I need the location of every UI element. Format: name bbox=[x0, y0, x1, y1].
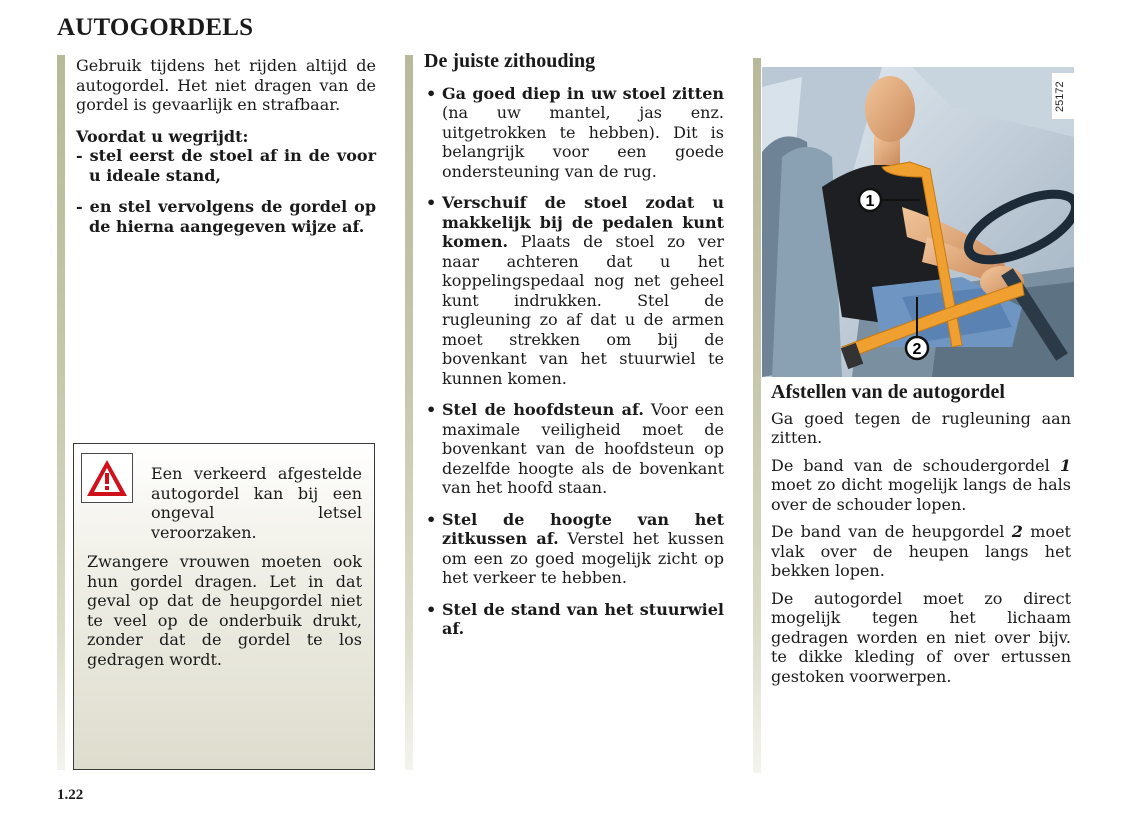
adjust-belt-heading: Afstellen van de autogordel bbox=[771, 381, 1005, 403]
page-title: AUTOGORDELS bbox=[57, 14, 254, 41]
text-run: moet zo dicht mogelijk langs de hals over de schouder lopen. bbox=[771, 475, 1071, 514]
instruction-bullet bbox=[424, 400, 724, 498]
text-run: moet vlak over de heupen langs het bekken lopen. bbox=[771, 522, 1071, 580]
warning-box bbox=[73, 443, 375, 770]
warning-text-primary: Een verkeerd afgestelde autogordel kan bij een ongeval letsel veroorzaken. bbox=[151, 464, 362, 542]
left-column bbox=[76, 56, 376, 248]
callout-2: 2 bbox=[912, 341, 922, 358]
right-paragraph: Ga goed tegen de rugleuning aan zitten. bbox=[771, 408, 1071, 447]
bullet-text: Voor een maximale veiligheid moet de bovenkant van de hoofdsteun op dezelfde hoogte als de bovenkant van het hoofd staan. bbox=[442, 400, 724, 497]
step-item: - en stel vervolgens de gordel op de hierna aangegeven wijze af. bbox=[76, 197, 376, 236]
warning-text-secondary: Zwangere vrouwen moeten ook hun gordel dragen. Let in dat geval op dat de heupgordel niet te veel op de onderbuik drukt, zonder dat de gordel te los gedragen wordt. bbox=[87, 552, 362, 669]
figure-code: 25172 bbox=[1054, 81, 1066, 112]
page-number: 1.22 bbox=[57, 787, 84, 803]
warning-icon-frame bbox=[81, 453, 133, 503]
text-run: De band van de heupgordel bbox=[771, 522, 1012, 541]
step-item: - stel eerst de stoel af in de voor u ideale stand, bbox=[76, 146, 376, 185]
callout-1: 1 bbox=[865, 193, 875, 210]
instruction-bullet bbox=[424, 600, 724, 639]
bullet-bold: Stel de hoogte van het zitkussen af. bbox=[442, 509, 724, 548]
text-run: De band van de schoudergordel bbox=[771, 455, 1060, 475]
warning-triangle-icon bbox=[85, 458, 129, 498]
right-paragraph bbox=[771, 522, 1071, 581]
right-paragraph: De autogordel moet zo direct mogelijk tegen het lichaam gedragen worden en niet over bijv. te dikke kleding of over ertussen gestoken voorwerpen. bbox=[771, 588, 1071, 686]
instruction-bullet bbox=[424, 193, 724, 388]
right-column bbox=[771, 383, 1071, 698]
left-column-stripe bbox=[57, 55, 65, 770]
middle-column bbox=[424, 52, 724, 651]
middle-column-stripe bbox=[405, 55, 413, 770]
right-column-stripe bbox=[753, 58, 761, 773]
before-driving-heading: Voordat u wegrijdt: bbox=[76, 126, 249, 146]
bullet-bold: Stel de stand van het stuurwiel af. bbox=[442, 599, 724, 638]
right-paragraph bbox=[771, 456, 1071, 515]
intro-paragraph: Gebruik tijdens het rijden altijd de autogordel. Het niet dragen van de gordel is gevaarlijk en strafbaar. bbox=[76, 56, 376, 114]
shoulder-belt-number: 1 bbox=[1059, 455, 1071, 475]
seatbelt-illustration bbox=[762, 67, 1074, 377]
bullet-bold: Stel de hoofdsteun af. bbox=[442, 400, 644, 419]
bullet-text: Verstel het kussen om een zo goed mogelijk zicht op het verkeer te hebben. bbox=[442, 529, 724, 587]
instruction-bullet bbox=[424, 84, 724, 182]
bullet-bold: Ga goed diep in uw stoel zitten bbox=[442, 83, 724, 103]
bullet-text: (na uw mantel, jas enz. uitgetrokken te hebben). Dit is belangrijk voor een goede ondersteuning van de rug. bbox=[442, 103, 724, 181]
bullet-bold: Verschuif de stoel zodat u makkelijk bij de pedalen kunt komen. bbox=[442, 193, 724, 251]
seating-position-heading: De juiste zithouding bbox=[424, 50, 596, 72]
bullet-text: Plaats de stoel zo ver naar achteren dat u het koppelingspedaal nog net geheel kunt indrukken. Stel de rugleuning zo af dat u de armen moet strekken om bij de bovenkant van het stuurwiel te kunnen komen. bbox=[442, 232, 724, 388]
lap-belt-number: 2 bbox=[1011, 522, 1023, 541]
instruction-bullet bbox=[424, 510, 724, 588]
